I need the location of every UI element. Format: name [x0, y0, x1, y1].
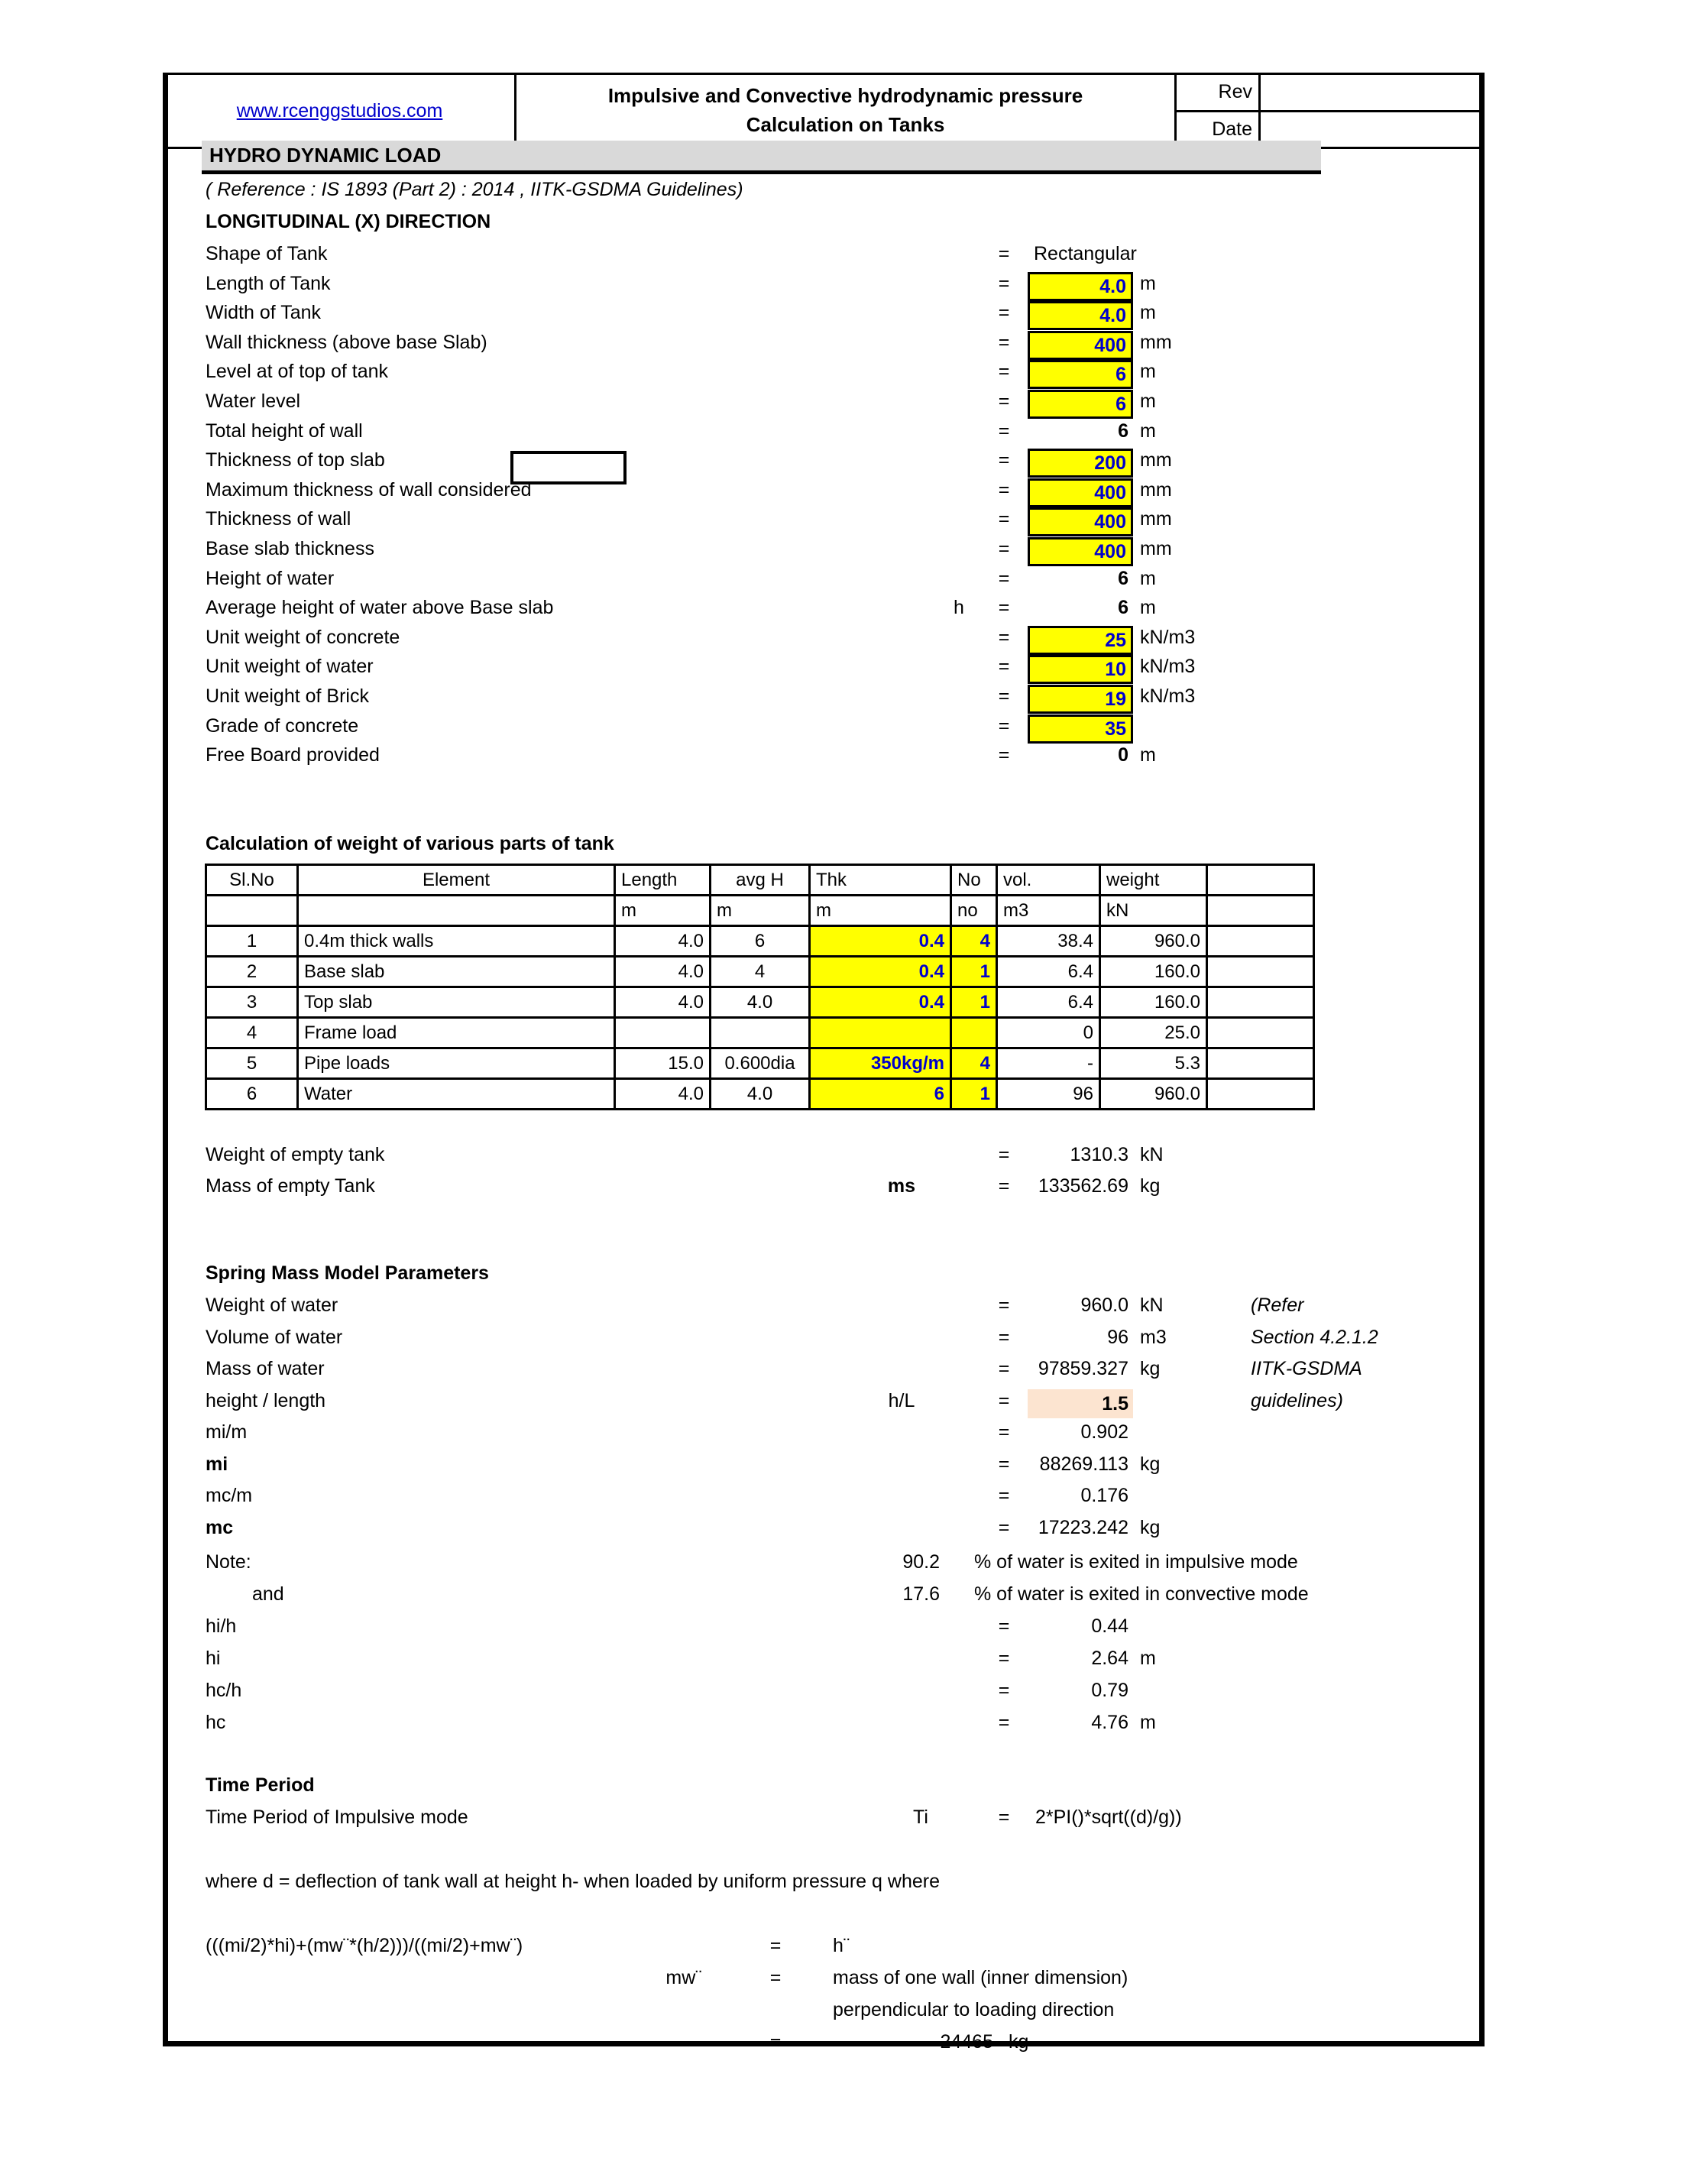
param-label-grade-of-concrete: Grade of concrete — [206, 715, 359, 737]
impulsive-equals: = — [998, 1806, 1010, 1828]
unit-mi: kg — [1140, 1453, 1161, 1475]
cell-ex — [1207, 1048, 1314, 1079]
label-weight-of-empty-tank: Weight of empty tank — [206, 1144, 385, 1165]
equals-weight-of-empty-tank: = — [998, 1144, 1010, 1165]
param-input-width-of-tank[interactable]: 4.0 — [1028, 301, 1133, 330]
equals-mi: = — [998, 1453, 1010, 1475]
cell-ah: m — [711, 896, 810, 926]
cell-vo: 96 — [997, 1079, 1100, 1110]
param-label-unit-weight-of-concrete: Unit weight of concrete — [206, 627, 400, 648]
cell-el: 0.4m thick walls — [298, 926, 615, 957]
cell-sl: 6 — [206, 1079, 298, 1110]
param-label-height-of-water: Height of water — [206, 568, 335, 589]
param-input-thickness-of-wall[interactable]: 400 — [1028, 507, 1133, 536]
param-label-length-of-tank: Length of Tank — [206, 273, 331, 294]
param-value-total-height-of-wall: 6 — [1118, 420, 1128, 442]
note-label-2: and — [252, 1583, 284, 1605]
value-mi: 88269.113 — [1039, 1453, 1128, 1475]
cell-ah: 4 — [711, 957, 810, 987]
h-bar-equals: = — [769, 1935, 782, 1956]
param-equals-width-of-tank: = — [998, 302, 1010, 323]
cell-ex — [1207, 957, 1314, 987]
section-banner — [202, 141, 1321, 174]
param-label-average-height-of-water-above-base-slab: Average height of water above Base slab — [206, 597, 554, 618]
value-mass-of-water: 97859.327 — [1038, 1358, 1128, 1379]
param-equals-wall-thickness-above-base-slab: = — [998, 332, 1010, 353]
equals-weight-of-water: = — [998, 1295, 1010, 1316]
cell-no[interactable]: 1 — [951, 987, 997, 1018]
cell-sl: 3 — [206, 987, 298, 1018]
h-bar-result: h¨ — [833, 1935, 850, 1956]
spring-mass-heading: Spring Mass Model Parameters — [206, 1262, 489, 1284]
cell-ln: Length — [615, 865, 711, 896]
equals-mass-of-water: = — [998, 1358, 1010, 1379]
param-input-unit-weight-of-concrete[interactable]: 25 — [1028, 626, 1133, 655]
param-unit-thickness-of-top-slab: mm — [1140, 449, 1172, 471]
param-symbol-average-height-of-water-above-base-slab: h — [954, 597, 964, 618]
param-equals-average-height-of-water-above-base-slab: = — [998, 597, 1010, 618]
param-equals-height-of-water: = — [998, 568, 1010, 589]
direction-heading: LONGITUDINAL (X) DIRECTION — [206, 211, 491, 232]
cell-ah: 4.0 — [711, 1079, 810, 1110]
cell-tk[interactable]: 0.4 — [810, 957, 951, 987]
time-period-heading: Time Period — [206, 1774, 315, 1796]
weights-table-caption: Calculation of weight of various parts of tank — [206, 833, 614, 854]
cell-tk[interactable]: 6 — [810, 1079, 951, 1110]
value-mc-m: 0.176 — [1080, 1485, 1128, 1506]
param-label-unit-weight-of-brick: Unit weight of Brick — [206, 685, 369, 707]
note-line-1: (Refer — [1251, 1295, 1304, 1316]
input-height-length[interactable]: 1.5 — [1028, 1389, 1133, 1418]
mw-equals: = — [769, 1967, 782, 1988]
cell-wt: 5.3 — [1100, 1048, 1207, 1079]
cell-wt: weight — [1100, 865, 1207, 896]
cell-no: No — [951, 865, 997, 896]
symbol-mass-of-empty-tank: ms — [887, 1175, 916, 1197]
param-unit-length-of-tank: m — [1140, 273, 1156, 294]
param-equals-level-at-of-top-of-tank: = — [998, 361, 1010, 382]
cell-vo: 6.4 — [997, 987, 1100, 1018]
symbol-height-length: h/L — [888, 1390, 915, 1411]
label-mass-of-water: Mass of water — [206, 1358, 325, 1379]
cell-no[interactable]: 1 — [951, 1079, 997, 1110]
param-input-maximum-thickness-of-wall-considered[interactable]: 400 — [1028, 478, 1133, 507]
label-volume-of-water: Volume of water — [206, 1327, 343, 1348]
cell-vo: vol. — [997, 865, 1100, 896]
param-unit-width-of-tank: m — [1140, 302, 1156, 323]
cell-no[interactable]: 4 — [951, 1048, 997, 1079]
param-equals-maximum-thickness-of-wall-considered: = — [998, 479, 1010, 501]
cell-wt: 160.0 — [1100, 957, 1207, 987]
cell-ex — [1207, 865, 1314, 896]
cell-sl: 1 — [206, 926, 298, 957]
cell-vo: m3 — [997, 896, 1100, 926]
rev-value[interactable] — [1261, 75, 1482, 112]
cell-tk[interactable]: 0.4 — [810, 926, 951, 957]
param-label-shape-of-tank: Shape of Tank — [206, 243, 328, 264]
note-line-3: IITK-GSDMA — [1251, 1358, 1362, 1379]
table-header-row — [206, 865, 1314, 896]
param-equals-free-board-provided: = — [998, 744, 1010, 766]
cell-el: Pipe loads — [298, 1048, 615, 1079]
note-label-1: Note: — [206, 1551, 251, 1573]
cell-no[interactable]: 4 — [951, 926, 997, 957]
cell-ln — [615, 1018, 711, 1048]
cell-sl: 4 — [206, 1018, 298, 1048]
table-row — [206, 1048, 1314, 1079]
value-mc: 17223.242 — [1038, 1517, 1128, 1538]
table-row — [206, 926, 1314, 957]
unit-mass-of-empty-tank: kg — [1140, 1175, 1161, 1197]
label-hi: hi — [206, 1648, 221, 1669]
website-link[interactable]: www.rcenggstudios.com — [236, 99, 443, 122]
cell-tk[interactable] — [810, 1018, 951, 1048]
param-label-total-height-of-wall: Total height of wall — [206, 420, 363, 442]
cell-tk: Thk — [810, 865, 951, 896]
param-label-unit-weight-of-water: Unit weight of water — [206, 656, 374, 677]
param-unit-maximum-thickness-of-wall-considered: mm — [1140, 479, 1172, 501]
mw-value-equals: = — [769, 2031, 782, 2053]
param-input-water-level[interactable]: 6 — [1028, 390, 1133, 419]
label-mi: mi — [206, 1453, 228, 1475]
value-hi: 2.64 — [1091, 1648, 1128, 1669]
param-input-grade-of-concrete[interactable]: 35 — [1028, 714, 1133, 744]
note-number-2: 17.6 — [902, 1583, 940, 1605]
unit-mass-of-water: kg — [1140, 1358, 1161, 1379]
impulsive-formula: 2*PI()*sqrt((d)/g)) — [1035, 1806, 1182, 1828]
cell-ln: 15.0 — [615, 1048, 711, 1079]
equals-hi: = — [998, 1648, 1010, 1669]
label-mc-m: mc/m — [206, 1485, 253, 1506]
param-equals-thickness-of-top-slab: = — [998, 449, 1010, 471]
param-unit-thickness-of-wall: mm — [1140, 508, 1172, 530]
cell-vo: - — [997, 1048, 1100, 1079]
label-hi-h: hi/h — [206, 1615, 237, 1637]
cell-tk[interactable]: 350kg/m — [810, 1048, 951, 1079]
impulsive-mode-label: Time Period of Impulsive mode — [206, 1806, 468, 1828]
equals-hi-h: = — [998, 1615, 1010, 1637]
label-mc: mc — [206, 1517, 234, 1538]
param-unit-wall-thickness-above-base-slab: mm — [1140, 332, 1172, 353]
equals-mc-m: = — [998, 1485, 1010, 1506]
note-text-2: % of water is exited in convective mode — [974, 1583, 1309, 1605]
impulsive-symbol: Ti — [913, 1806, 928, 1828]
param-unit-base-slab-thickness: mm — [1140, 538, 1172, 559]
cell-wt: 960.0 — [1100, 1079, 1207, 1110]
param-value-free-board-provided: 0 — [1118, 744, 1128, 766]
table-units-row — [206, 896, 1314, 926]
table-row — [206, 1079, 1314, 1110]
cell-sl: Sl.No — [206, 865, 298, 896]
label-hc: hc — [206, 1712, 226, 1733]
param-equals-unit-weight-of-brick: = — [998, 685, 1010, 707]
param-label-wall-thickness-above-base-slab: Wall thickness (above base Slab) — [206, 332, 487, 353]
label-mi-m: mi/m — [206, 1421, 248, 1443]
cell-no: no — [951, 896, 997, 926]
equals-hc-h: = — [998, 1680, 1010, 1701]
cell-ah: avg H — [711, 865, 810, 896]
deflection-definition: where d = deflection of tank wall at height h- when loaded by uniform pressure q where — [206, 1871, 940, 1892]
value-hi-h: 0.44 — [1091, 1615, 1128, 1637]
param-equals-unit-weight-of-concrete: = — [998, 627, 1010, 648]
param-value-shape-of-tank: Rectangular — [1034, 243, 1137, 264]
unit-weight-of-water: kN — [1140, 1295, 1164, 1316]
param-input-level-at-of-top-of-tank[interactable]: 6 — [1028, 360, 1133, 389]
param-equals-length-of-tank: = — [998, 273, 1010, 294]
cell-ex — [1207, 987, 1314, 1018]
label-mass-of-empty-tank: Mass of empty Tank — [206, 1175, 375, 1197]
param-input-base-slab-thickness[interactable]: 400 — [1028, 537, 1133, 566]
param-unit-average-height-of-water-above-base-slab: m — [1140, 597, 1156, 618]
table-row — [206, 1018, 1314, 1048]
title-block — [163, 73, 1485, 149]
param-equals-shape-of-tank: = — [998, 243, 1010, 264]
weights-table — [205, 864, 1315, 1110]
param-equals-total-height-of-wall: = — [998, 420, 1010, 442]
param-equals-water-level: = — [998, 390, 1010, 412]
equals-mc: = — [998, 1517, 1010, 1538]
cell-no[interactable] — [951, 1018, 997, 1048]
param-unit-unit-weight-of-water: kN/m3 — [1140, 656, 1196, 677]
date-label: Date — [1212, 118, 1252, 140]
blank-input-box[interactable] — [510, 451, 627, 484]
title-line-2: Calculation on Tanks — [746, 113, 945, 136]
value-mass-of-empty-tank: 133562.69 — [1038, 1175, 1128, 1197]
unit-hi: m — [1140, 1648, 1156, 1669]
mw-description-line1: mass of one wall (inner dimension) — [833, 1967, 1128, 1988]
table-row — [206, 957, 1314, 987]
param-label-maximum-thickness-of-wall-considered: Maximum thickness of wall considered — [206, 479, 532, 501]
cell-el: Element — [298, 865, 615, 896]
cell-no[interactable]: 1 — [951, 957, 997, 987]
rev-label: Rev — [1177, 75, 1258, 112]
param-unit-total-height-of-wall: m — [1140, 420, 1156, 442]
param-equals-grade-of-concrete: = — [998, 715, 1010, 737]
param-label-base-slab-thickness: Base slab thickness — [206, 538, 374, 559]
param-unit-free-board-provided: m — [1140, 744, 1156, 766]
param-input-length-of-tank[interactable]: 4.0 — [1028, 272, 1133, 301]
param-input-unit-weight-of-brick[interactable]: 19 — [1028, 685, 1133, 714]
equals-volume-of-water: = — [998, 1327, 1010, 1348]
equals-height-length: = — [998, 1390, 1010, 1411]
cell-ex — [1207, 926, 1314, 957]
param-equals-base-slab-thickness: = — [998, 538, 1010, 559]
cell-el: Top slab — [298, 987, 615, 1018]
label-height-length: height / length — [206, 1390, 326, 1411]
cell-vo: 6.4 — [997, 957, 1100, 987]
mw-unit: kg — [1009, 2031, 1029, 2053]
param-unit-height-of-water: m — [1140, 568, 1156, 589]
h-bar-formula: (((mi/2)*hi)+(mw¨*(h/2)))/((mi/2)+mw¨) — [206, 1935, 523, 1956]
equals-mi-m: = — [998, 1421, 1010, 1443]
param-input-wall-thickness-above-base-slab[interactable]: 400 — [1028, 331, 1133, 360]
cell-vo: 38.4 — [997, 926, 1100, 957]
cell-sl: 2 — [206, 957, 298, 987]
param-unit-water-level: m — [1140, 390, 1156, 412]
cell-ln: 4.0 — [615, 926, 711, 957]
cell-sl: 5 — [206, 1048, 298, 1079]
cell-ex — [1207, 1079, 1314, 1110]
equals-mass-of-empty-tank: = — [998, 1175, 1010, 1197]
value-weight-of-water: 960.0 — [1080, 1295, 1128, 1316]
cell-ln: 4.0 — [615, 987, 711, 1018]
cell-wt: kN — [1100, 896, 1207, 926]
param-value-height-of-water: 6 — [1118, 568, 1128, 589]
param-unit-level-at-of-top-of-tank: m — [1140, 361, 1156, 382]
cell-tk: m — [810, 896, 951, 926]
cell-ah: 6 — [711, 926, 810, 957]
rev-date-values — [1261, 75, 1482, 147]
cell-wt: 960.0 — [1100, 926, 1207, 957]
cell-wt: 160.0 — [1100, 987, 1207, 1018]
equals-hc: = — [998, 1712, 1010, 1733]
cell-wt: 25.0 — [1100, 1018, 1207, 1048]
table-row — [206, 987, 1314, 1018]
cell-el: Frame load — [298, 1018, 615, 1048]
unit-weight-of-empty-tank: kN — [1140, 1144, 1164, 1165]
param-equals-unit-weight-of-water: = — [998, 656, 1010, 677]
cell-vo: 0 — [997, 1018, 1100, 1048]
param-label-level-at-of-top-of-tank: Level at of top of tank — [206, 361, 389, 382]
mw-symbol: mw¨ — [665, 1967, 702, 1988]
mw-value: 24465 — [940, 2031, 993, 2053]
cell-ln: 4.0 — [615, 957, 711, 987]
unit-hc: m — [1140, 1712, 1156, 1733]
label-hc-h: hc/h — [206, 1680, 242, 1701]
value-hc: 4.76 — [1091, 1712, 1128, 1733]
cell-ah: 4.0 — [711, 987, 810, 1018]
mw-description-line2: perpendicular to loading direction — [833, 1999, 1115, 2020]
cell-sl — [206, 896, 298, 926]
label-weight-of-water: Weight of water — [206, 1295, 338, 1316]
note-number-1: 90.2 — [902, 1551, 940, 1573]
note-text-1: % of water is exited in impulsive mode — [974, 1551, 1298, 1573]
unit-mc: kg — [1140, 1517, 1161, 1538]
value-mi-m: 0.902 — [1080, 1421, 1128, 1443]
param-input-thickness-of-top-slab[interactable]: 200 — [1028, 449, 1133, 478]
cell-ln: m — [615, 896, 711, 926]
param-label-thickness-of-wall: Thickness of wall — [206, 508, 351, 530]
banner-label: HYDRO DYNAMIC LOAD — [209, 144, 442, 167]
unit-volume-of-water: m3 — [1140, 1327, 1167, 1348]
cell-ex — [1207, 896, 1314, 926]
rev-date-labels — [1177, 75, 1261, 147]
param-unit-unit-weight-of-brick: kN/m3 — [1140, 685, 1196, 707]
value-hc-h: 0.79 — [1091, 1680, 1128, 1701]
cell-ex — [1207, 1018, 1314, 1048]
param-input-unit-weight-of-water[interactable]: 10 — [1028, 655, 1133, 684]
cell-ln: 4.0 — [615, 1079, 711, 1110]
param-label-water-level: Water level — [206, 390, 301, 412]
param-label-thickness-of-top-slab: Thickness of top slab — [206, 449, 385, 471]
note-line-2: Section 4.2.1.2 — [1251, 1327, 1378, 1348]
param-unit-unit-weight-of-concrete: kN/m3 — [1140, 627, 1196, 648]
cell-el — [298, 896, 615, 926]
cell-el: Base slab — [298, 957, 615, 987]
value-volume-of-water: 96 — [1107, 1327, 1128, 1348]
reference-note: ( Reference : IS 1893 (Part 2) : 2014 , IITK-GSDMA Guidelines) — [206, 179, 743, 200]
logo-cell — [165, 75, 516, 147]
param-label-free-board-provided: Free Board provided — [206, 744, 380, 766]
document-title — [516, 75, 1177, 147]
cell-ah — [711, 1018, 810, 1048]
value-weight-of-empty-tank: 1310.3 — [1070, 1144, 1128, 1165]
cell-el: Water — [298, 1079, 615, 1110]
param-equals-thickness-of-wall: = — [998, 508, 1010, 530]
cell-tk[interactable]: 0.4 — [810, 987, 951, 1018]
cell-ah: 0.600dia — [711, 1048, 810, 1079]
param-value-average-height-of-water-above-base-slab: 6 — [1118, 597, 1128, 618]
title-line-1: Impulsive and Convective hydrodynamic pressure — [607, 84, 1083, 108]
note-line-4: guidelines) — [1251, 1390, 1343, 1411]
param-label-width-of-tank: Width of Tank — [206, 302, 322, 323]
